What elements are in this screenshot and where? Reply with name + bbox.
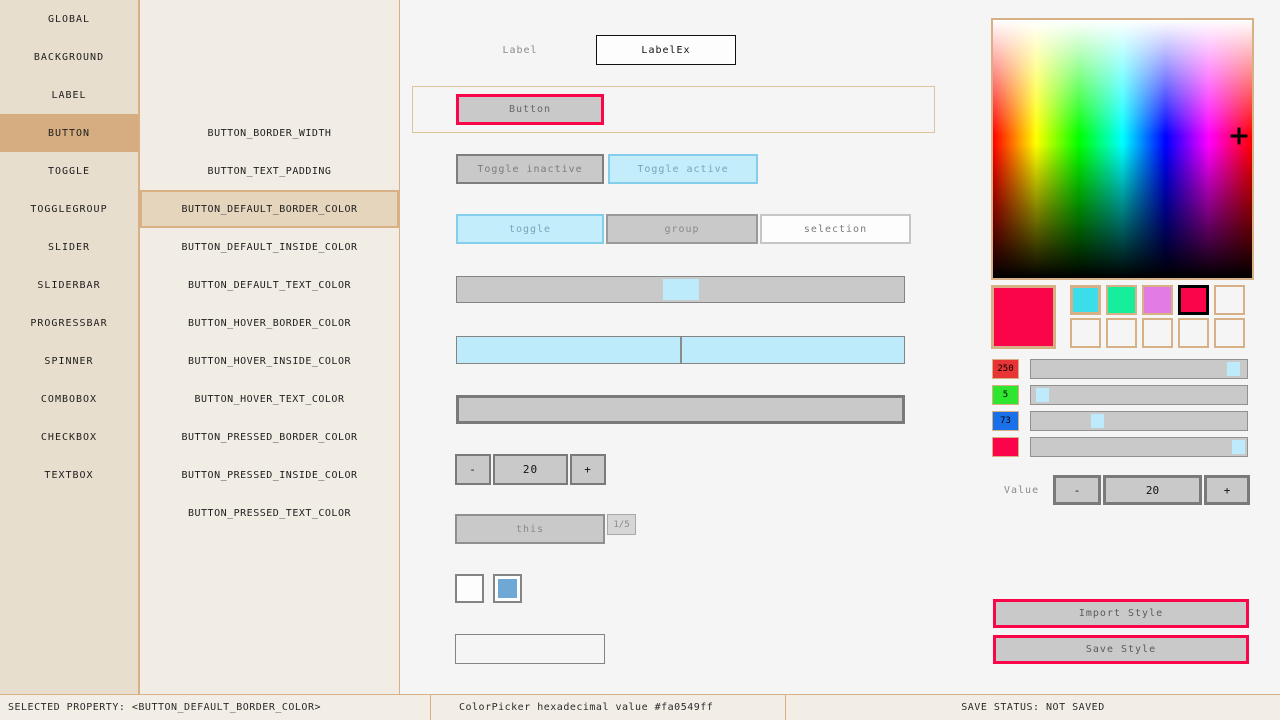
alpha-slider[interactable] xyxy=(1030,437,1248,457)
import-style-button[interactable]: Import Style xyxy=(993,599,1249,628)
textbox-preview[interactable] xyxy=(455,634,605,664)
property-item-button_text_padding[interactable]: BUTTON_TEXT_PADDING xyxy=(207,165,332,177)
value-spinner-value[interactable]: 20 xyxy=(1103,475,1202,505)
sidebar-item-sliderbar[interactable]: SLIDERBAR xyxy=(37,279,101,291)
status-save-status: SAVE STATUS: NOT SAVED xyxy=(785,695,1280,720)
toggle-inactive-preview[interactable]: Toggle inactive xyxy=(456,154,604,184)
progressbar-preview xyxy=(456,395,905,424)
sidebar-item-label[interactable]: LABEL xyxy=(51,89,87,101)
property-item-button_pressed_inside_color[interactable]: BUTTON_PRESSED_INSIDE_COLOR xyxy=(181,469,358,481)
sidebar-item-combobox[interactable]: COMBOBOX xyxy=(40,393,98,405)
color-swatch-7[interactable] xyxy=(1106,318,1137,348)
toggle-active-preview[interactable]: Toggle active xyxy=(608,154,758,184)
save-style-button[interactable]: Save Style xyxy=(993,635,1249,664)
property-item-button_border_width[interactable]: BUTTON_BORDER_WIDTH xyxy=(207,127,332,139)
red-slider-row xyxy=(992,359,1248,379)
sidebar-item-textbox[interactable]: TEXTBOX xyxy=(44,469,94,481)
status-hex-value: ColorPicker hexadecimal value #fa0549ff xyxy=(430,695,785,720)
blue-value-chip: 73 xyxy=(992,411,1019,431)
color-panel xyxy=(960,0,1280,694)
blue-slider[interactable] xyxy=(1030,411,1248,431)
color-swatch-4[interactable] xyxy=(1178,285,1209,315)
property-item-button_default_text_color[interactable]: BUTTON_DEFAULT_TEXT_COLOR xyxy=(187,279,351,291)
color-swatch-10[interactable] xyxy=(1214,318,1245,348)
property-list xyxy=(140,114,399,532)
color-swatch-2[interactable] xyxy=(1106,285,1137,315)
alpha-slider-thumb[interactable] xyxy=(1232,440,1245,454)
property-item-button_pressed_border_color[interactable]: BUTTON_PRESSED_BORDER_COLOR xyxy=(181,431,358,443)
alpha-slider-row xyxy=(992,437,1248,457)
checkbox-checked[interactable] xyxy=(493,574,522,603)
color-picker[interactable] xyxy=(991,18,1254,280)
status-selected-property: SELECTED PROPERTY: <BUTTON_DEFAULT_BORDER_COLOR> xyxy=(8,702,321,713)
current-color-swatch xyxy=(991,285,1056,349)
togglegroup-item-group[interactable]: group xyxy=(606,214,758,244)
label-preview: Label xyxy=(502,44,538,56)
button-preview[interactable]: Button xyxy=(456,94,604,125)
checkbox-unchecked[interactable] xyxy=(455,574,484,603)
togglegroup-item-selection[interactable]: selection xyxy=(760,214,911,244)
color-swatch-6[interactable] xyxy=(1070,318,1101,348)
property-item-button_default_inside_color[interactable]: BUTTON_DEFAULT_INSIDE_COLOR xyxy=(181,241,358,253)
color-swatch-5[interactable] xyxy=(1214,285,1245,315)
green-slider-row xyxy=(992,385,1248,405)
property-item-button_default_border_color[interactable]: BUTTON_DEFAULT_BORDER_COLOR xyxy=(140,190,399,228)
sidebar-item-checkbox[interactable]: CHECKBOX xyxy=(40,431,98,443)
picker-crosshair-icon[interactable] xyxy=(1231,128,1248,145)
status-bar xyxy=(0,694,1280,720)
preview-panel xyxy=(400,0,960,694)
combobox-counter: 1/5 xyxy=(607,514,636,535)
sliderbar-divider xyxy=(680,337,682,363)
green-value-chip: 5 xyxy=(992,385,1019,405)
red-slider-thumb[interactable] xyxy=(1227,362,1240,376)
sidebar-item-progressbar[interactable]: PROGRESSBAR xyxy=(30,317,108,329)
color-swatch-9[interactable] xyxy=(1178,318,1209,348)
spinner-value[interactable]: 20 xyxy=(493,454,568,485)
blue-slider-row xyxy=(992,411,1248,431)
property-item-button_hover_text_color[interactable]: BUTTON_HOVER_TEXT_COLOR xyxy=(194,393,345,405)
sidebar-item-background[interactable]: BACKGROUND xyxy=(33,51,105,63)
red-value-chip: 250 xyxy=(992,359,1019,379)
combobox-preview[interactable]: this xyxy=(455,514,605,544)
sidebar-item-global[interactable]: GLOBAL xyxy=(47,13,91,25)
property-item-button_hover_border_color[interactable]: BUTTON_HOVER_BORDER_COLOR xyxy=(187,317,351,329)
sidebar-item-toggle[interactable]: TOGGLE xyxy=(47,165,91,177)
color-swatch-1[interactable] xyxy=(1070,285,1101,315)
value-label: Value xyxy=(1004,485,1040,496)
spinner-plus-button[interactable]: + xyxy=(570,454,606,485)
controls-sidebar xyxy=(0,0,140,694)
value-minus-button[interactable]: - xyxy=(1053,475,1101,505)
red-slider[interactable] xyxy=(1030,359,1248,379)
sidebar-item-togglegroup[interactable]: TOGGLEGROUP xyxy=(30,203,108,215)
slider-preview[interactable] xyxy=(456,276,905,303)
property-item-button_hover_inside_color[interactable]: BUTTON_HOVER_INSIDE_COLOR xyxy=(187,355,351,367)
color-swatch-3[interactable] xyxy=(1142,285,1173,315)
sliderbar-preview[interactable] xyxy=(456,336,905,364)
green-slider-thumb[interactable] xyxy=(1036,388,1049,402)
spinner-minus-button[interactable]: - xyxy=(455,454,491,485)
property-item-button_pressed_text_color[interactable]: BUTTON_PRESSED_TEXT_COLOR xyxy=(187,507,351,519)
value-plus-button[interactable]: + xyxy=(1204,475,1250,505)
togglegroup-item-toggle[interactable]: toggle xyxy=(456,214,604,244)
sidebar-item-spinner[interactable]: SPINNER xyxy=(44,355,94,367)
slider-thumb[interactable] xyxy=(663,279,699,300)
swatch-grid xyxy=(1070,285,1245,348)
blue-slider-thumb[interactable] xyxy=(1091,414,1104,428)
green-slider[interactable] xyxy=(1030,385,1248,405)
labelex-textbox[interactable]: LabelEx xyxy=(596,35,736,65)
sidebar-item-slider[interactable]: SLIDER xyxy=(47,241,91,253)
sidebar-item-button[interactable]: BUTTON xyxy=(0,114,138,152)
alpha-color-chip xyxy=(992,437,1019,457)
color-swatch-8[interactable] xyxy=(1142,318,1173,348)
properties-panel xyxy=(140,0,400,694)
